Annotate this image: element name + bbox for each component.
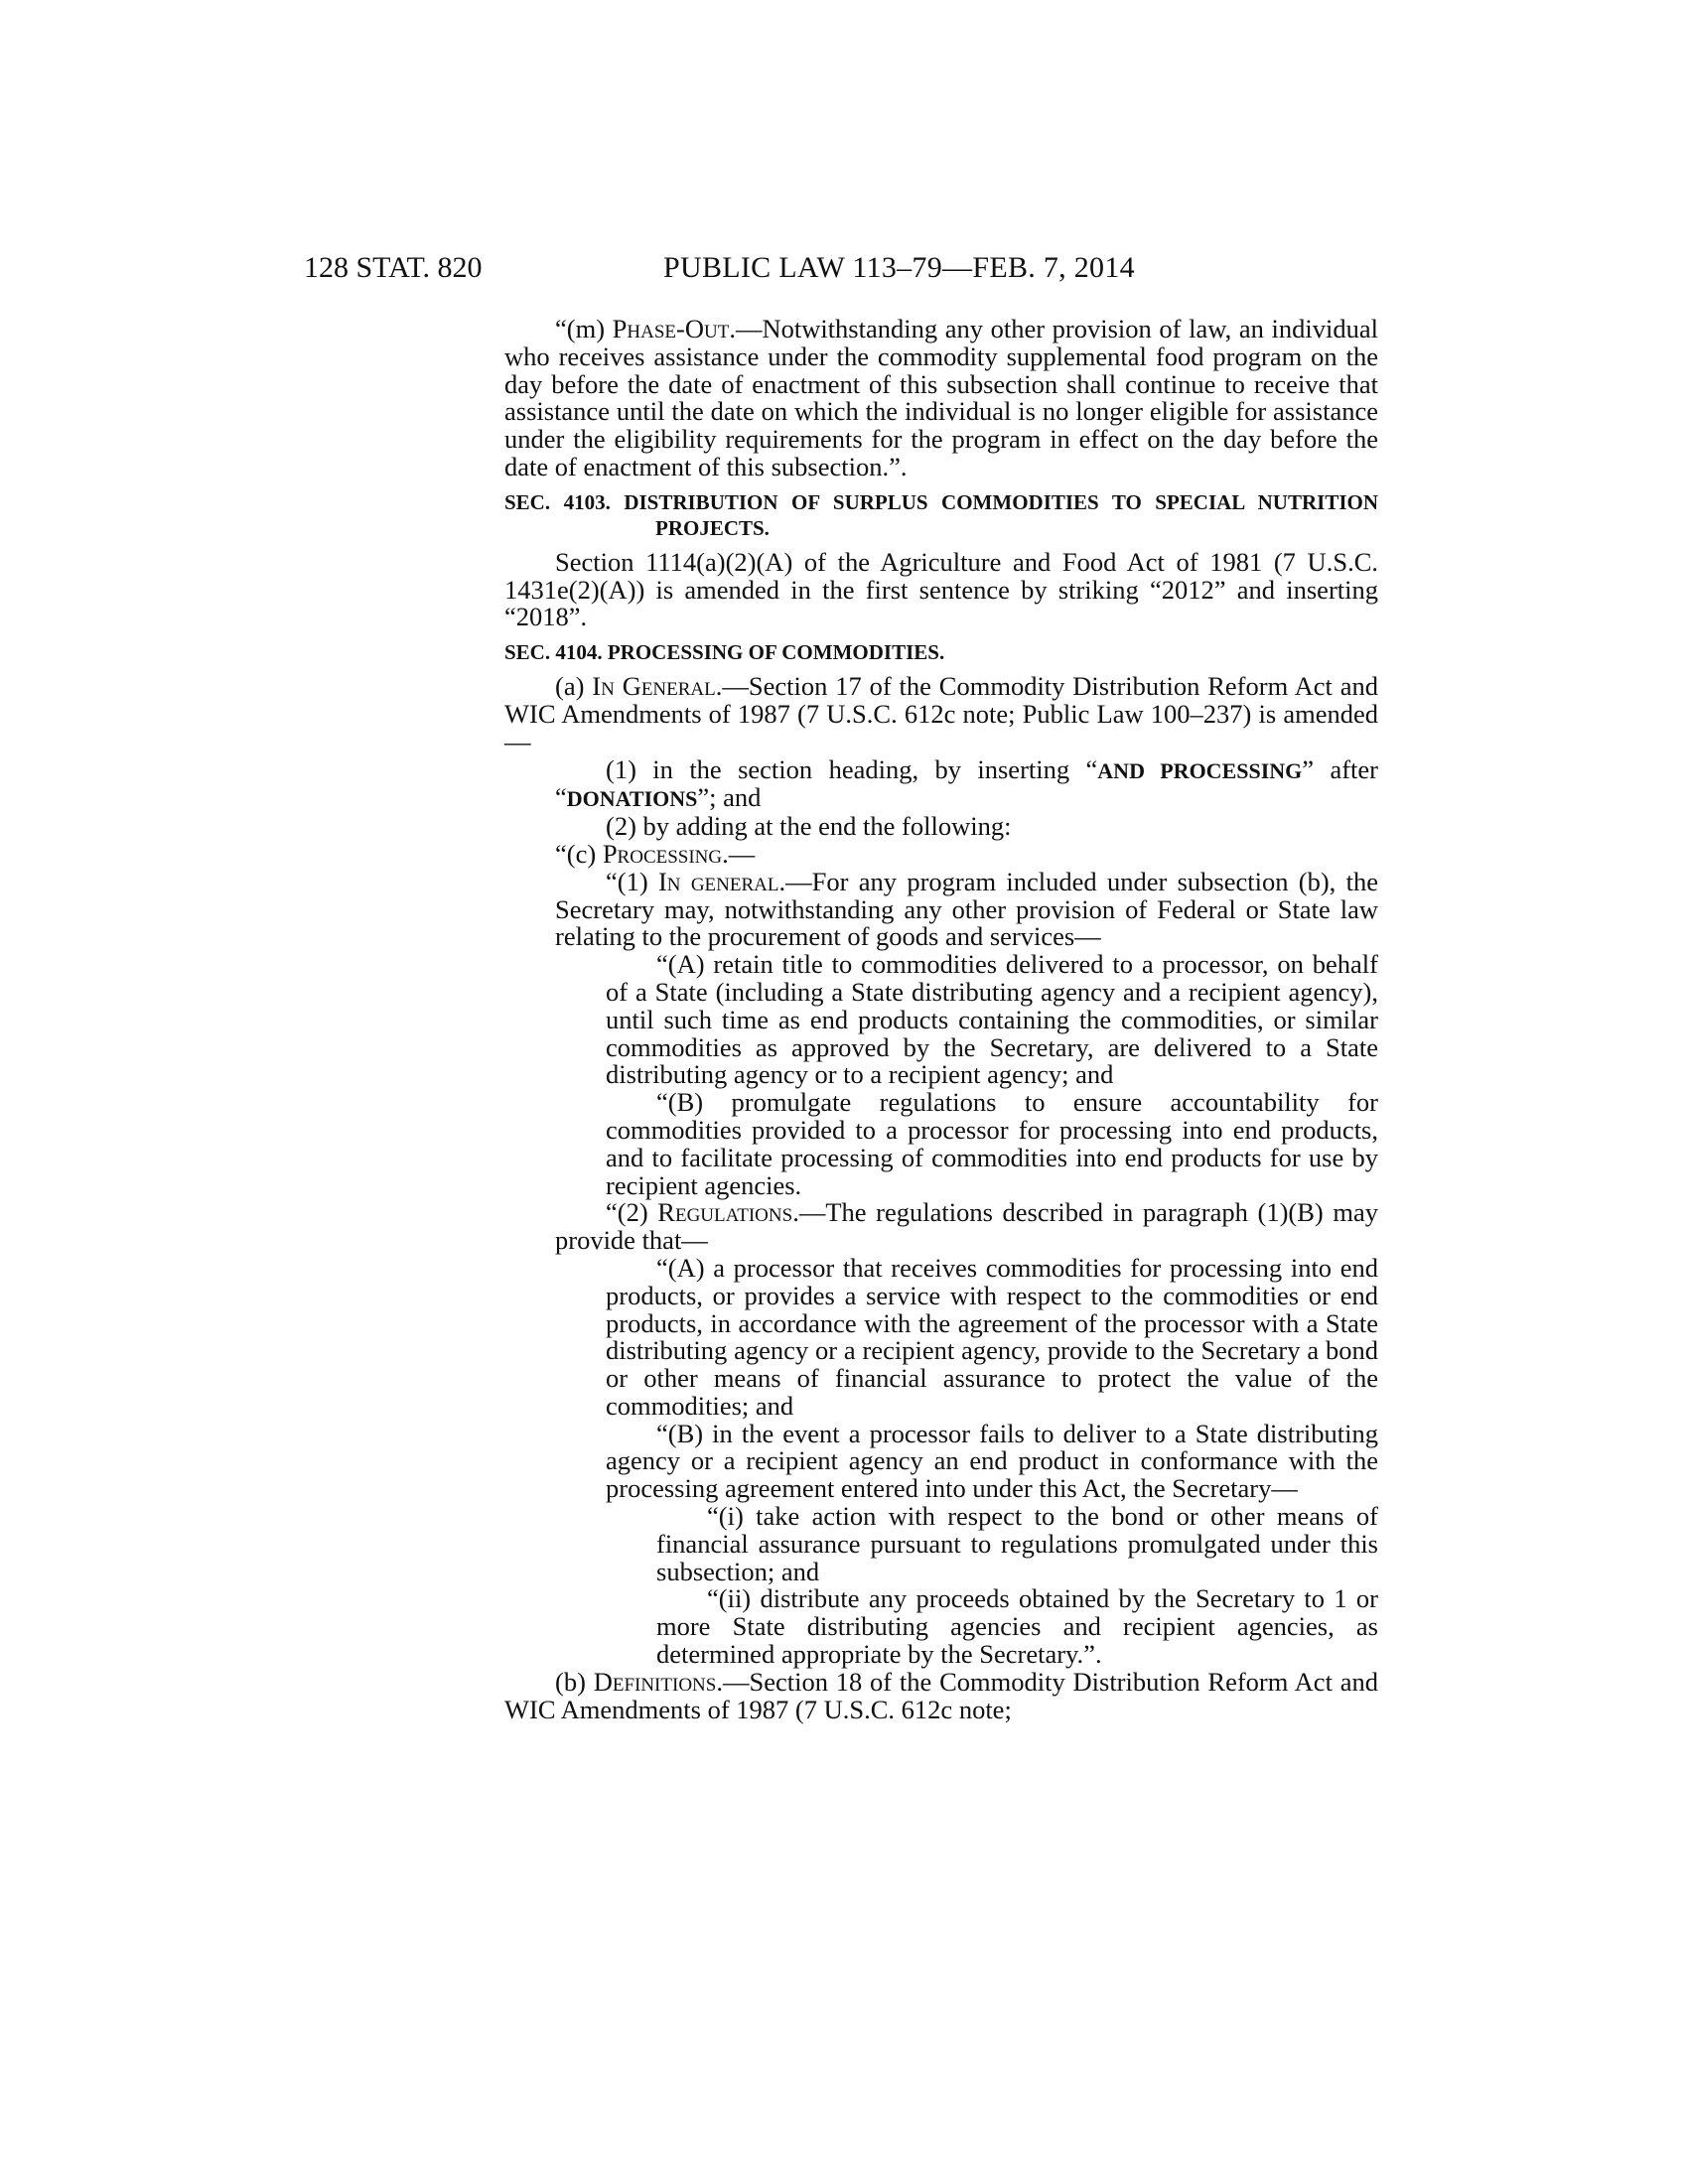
paragraph-c2-A: “(A) a processor that receives commodities for processing into end products, or provides a service with respect to the commodities or end products, in accordance with the agreement of the processor with a State distributing agency or a recipient agency, provide to the Secretary a bond or other means of financial assurance to protect the value of the commodities; and [606,1252,1378,1421]
subsection-a-lead: (a) [555,671,593,702]
subsection-a-paragraph [504,673,1378,755]
paragraph-c1-text: .—For any program included under subsection (b), the Secretary may, notwithstanding any other provision of Federal or State law relating to the procurement of goods and services— [555,866,1378,952]
paragraph-c2-heading: Regulations [657,1197,793,1228]
subsection-b-lead: (b) [555,1666,594,1697]
sec-4103-heading: SEC. 4103. DISTRIBUTION OF SURPLUS COMMODITIES TO SPECIAL NUTRITION PROJECTS. [504,489,1378,540]
phase-out-text: .—Notwithstanding any other provision of law, an individual who receives assistance under the commodity supplemental food program on the day before the date of enactment of this subsection shall continue to receive that assistance until the date on which the individual is no longer eligible for assistance under the eligibility requirements for the program in effect on the day before the date of enactment of this subsection.”. [504,314,1378,481]
stat-page-number: 128 STAT. 820 [304,251,483,284]
document-body [504,316,1378,1723]
subsection-c-dash: .— [722,838,756,869]
subsection-c-lead: “(c) [555,838,603,869]
public-law-title: PUBLIC LAW 113–79—FEB. 7, 2014 [663,251,1135,284]
paragraph-c1-A: “(A) retain title to commodities delivered to a processor, on behalf of a State (including a State distributing agency and a recipient agency), until such time as end products containing the commodities, or similar commodities as approved by the Secretary, are delivered to a State distributing agency or to a recipient agency; and [606,949,1378,1090]
item-1-bold-donations: DONATIONS [566,786,698,812]
item-1-pre: (1) in the section heading, by inserting “ [606,753,1098,784]
sec-4104-heading: SEC. 4104. PROCESSING OF COMMODITIES. [504,640,945,665]
paragraph-c1-heading: In general [657,866,779,896]
subsection-c-heading-line [504,838,1378,869]
paragraph-c2-text: .—The regulations described in paragraph (1)(B) may provide that— [555,1197,1378,1256]
clause-c2-B-ii: “(ii) distribute any proceeds obtained by the Secretary to 1 or more State distributing agencies and recipient agencies, as determined appropriate by the Secretary.”. [656,1583,1378,1670]
clause-c2-B-i: “(i) take action with respect to the bond or other means of financial assurance pursuant to regulations promulgated under this subsection; and [656,1501,1378,1586]
paragraph-c1 [504,866,1378,952]
sec-4103-text: Section 1114(a)(2)(A) of the Agriculture and Food Act of 1981 (7 U.S.C. 1431e(2)(A)) is amended in the first sentence by striking “2012” and inserting “2018”. [504,546,1378,632]
item-1-mid: ” after “ [555,753,1378,813]
item-1-paragraph [504,753,1378,814]
item-1-bold-processing: AND PROCESSING [1097,757,1303,783]
page-header [304,248,1380,288]
subsection-a-text: .—Section 17 of the Commodity Distribution Reform Act and WIC Amendments of 1987 (7 U.S.C. 612c note; Public Law 100–237) is amended— [504,671,1378,756]
paragraph-c2 [504,1199,1378,1255]
paragraph-c2-B: “(B) in the event a processor fails to deliver to a State distributing agency or a recipient agency an end product in conformance with the processing agreement entered into under this Act, the Secretary— [606,1418,1378,1504]
phase-out-heading: Phase-Out [612,314,730,343]
phase-out-paragraph [504,316,1378,481]
subsection-b-text: .—Section 18 of the Commodity Distribution Reform Act and WIC Amendments of 1987 (7 U.S.C. 612c note; [504,1666,1378,1724]
paragraph-c1-B: “(B) promulgate regulations to ensure accountability for commodities provided to a processor for processing into end products, and to facilitate processing of commodities into end products for use by recipient agencies. [606,1087,1378,1200]
paragraph-c2-lead: “(2) [606,1197,658,1228]
subsection-b-paragraph [504,1666,1378,1724]
item-2-paragraph: (2) by adding at the end the following: [606,811,1012,842]
paragraph-c1-lead: “(1) [606,866,658,896]
subsection-c-heading: Processing [602,838,723,869]
phase-out-lead: “(m) [555,314,613,343]
item-1-post: ”; and [697,782,762,813]
subsection-b-heading: Definitions [593,1666,717,1697]
subsection-a-heading: In General [592,671,716,702]
